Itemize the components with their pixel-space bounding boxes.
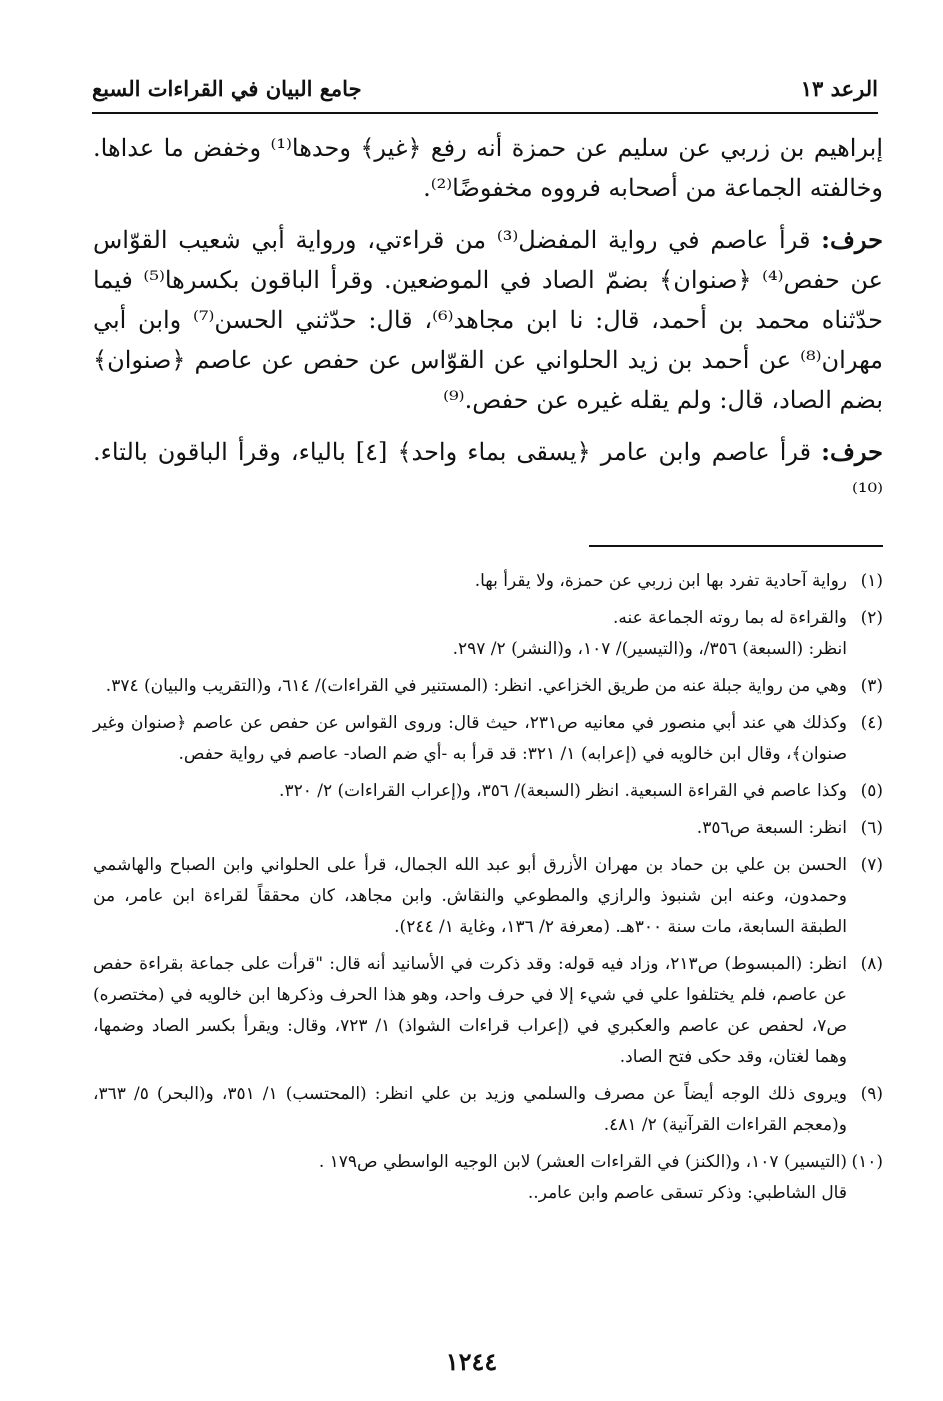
footnotes: [93, 566, 883, 1215]
footnote-text: انظر: السبعة ص٣٥٦.: [696, 818, 847, 838]
footnote-6: [93, 813, 883, 844]
footnote-text: وهي من رواية جبلة عنه من طريق الخزاعي. انظر: (المستنير في القراءات)/ ٦١٤، و(التقريب والبيان) ٣٧٤.: [105, 676, 847, 696]
page-number: ١٢٤٤: [445, 1347, 498, 1376]
footnote-number: (٤): [860, 713, 883, 733]
footnote-text: وكذلك هي عند أبي منصور في معانيه ص٢٣١، حيث قال: وروى القواس عن حفص عن عاصم ﴿صنوان وغير صنوان﴾، وقال ابن خالويه في (إعرابه) ١/ ٣٢١: قد قرأ به -أي ضم الصاد- عاصم في رواية حفص.: [93, 713, 847, 764]
chapter-label: الرعد ١٣: [800, 76, 878, 101]
footnote-number: (٢): [860, 608, 883, 628]
main-text: [93, 128, 883, 524]
footnote-text: رواية آحادية تفرد بها ابن زربي عن حمزة، ولا يقرأ بها.: [474, 571, 847, 591]
footnote-5: [93, 776, 883, 807]
footnote-number: (١٠): [851, 1152, 883, 1172]
footnote-number: (٨): [860, 954, 883, 974]
footnote-number: (٣): [860, 676, 883, 696]
footnote-number: (٦): [860, 818, 883, 838]
footnote-text: انظر: (المبسوط) ص٢١٣، وزاد فيه قوله: وقد ذكرت في الأسانيد أنه قال: "قرأت على جماعة بقراءة حفص عن عاصم، فلم يختلفوا علي في شيء إلا في حرف واحد، وهو هذا الحرف وذكرها ابن خالويه في (مختصره) ص٧، لحفص عن عاصم والعكبري في (إعراب قراءات الشواذ) ١/ ٧٢٣، وقال: ويقرأ بكسر الصاد وضمها، وهما لغتان، وقد حكى فتح الصاد.: [93, 954, 847, 1067]
footnote-9: [93, 1079, 883, 1141]
footnote-text: والقراءة له بما روته الجماعة عنه.: [613, 608, 847, 628]
harf-label: حرف:: [821, 437, 883, 466]
footnote-1: [93, 566, 883, 597]
footnote-text: ويروى ذلك الوجه أيضاً عن مصرف والسلمي وزيد بن علي انظر: (المحتسب) ١/ ٣٥١، و(البحر) ٥/ ٣٦٣، و(معجم القراءات القرآنية) ٢/ ٤٨١.: [93, 1084, 848, 1135]
footnote-separator: [589, 545, 883, 547]
footnote-4: [93, 708, 883, 770]
footnote-text: الحسن بن علي بن حماد بن مهران الأزرق أبو عبد الله الجمال، قرأ على الحلواني وابن الصباح والهاشمي وحمدون، وعنه ابن شنبوذ والرازي والمطوعي والنقاش. وابن مجاهد، كان محققاً لقراءة ابن عامر، من الطبقة السابعة، مات سنة ٣٠٠هـ. (معرفة ٢/ ١٣٦، وغاية ١/ ٢٤٤).: [93, 855, 847, 937]
footnote-number: (١): [860, 571, 883, 591]
footnote-quote: قال الشاطبي: وذكر تسقى عاصم وابن عامر..: [527, 1183, 847, 1203]
footnote-reference: انظر: (السبعة) ٣٥٦/، و(التيسير)/ ١٠٧، و(النشر) ٢/ ٢٩٧.: [452, 639, 847, 659]
footnote-text: وكذا عاصم في القراءة السبعية. انظر (السبعة)/ ٣٥٦، و(إعراب القراءات) ٢/ ٣٢٠.: [279, 781, 847, 801]
paragraph-3: [93, 432, 883, 512]
running-header: [92, 72, 878, 114]
footnote-3: [93, 671, 883, 702]
footnote-number: (٧): [860, 855, 883, 875]
footnote-7: [93, 850, 883, 943]
footnote-10: [93, 1147, 883, 1209]
harf-label: حرف:: [821, 225, 883, 254]
footnote-8: [93, 949, 883, 1073]
paragraph-2: [93, 220, 883, 420]
footnote-number: (٥): [860, 781, 883, 801]
paragraph-2-text: قرأ عاصم في رواية المفضل⁽³⁾ من قراءتي، ورواية أبي شعيب القوّاس عن حفص⁽⁴⁾ ﴿صنوان﴾ بضمّ الصاد في الموضعين. وقرأ الباقون بكسرها⁽⁵⁾ فيما حدّثناه محمد بن أحمد، قال: نا ابن مجاهد⁽⁶⁾، قال: حدّثني الحسن⁽⁷⁾ وابن أبي مهران⁽⁸⁾ عن أحمد بن زيد الحلواني عن القوّاس عن حفص عن عاصم ﴿صنوان﴾ بضم الصاد، قال: ولم يقله غيره عن حفص.⁽⁹⁾: [93, 226, 883, 414]
book-title: جامع البيان في القراءات السبع: [92, 76, 362, 101]
footnote-number: (٩): [860, 1084, 883, 1104]
paragraph-3-text: قرأ عاصم وابن عامر ﴿يسقى بماء واحد﴾ [٤] بالياء، وقرأ الباقون بالتاء.⁽¹⁰⁾: [93, 438, 883, 506]
footnote-2: [93, 603, 883, 665]
paragraph-1: إبراهيم بن زربي عن سليم عن حمزة أنه رفع ﴿غير﴾ وحدها⁽¹⁾ وخفض ما عداها. وخالفته الجماعة من أصحابه فرووه مخفوضًا⁽²⁾.: [93, 134, 883, 202]
footnote-text: (التيسير) ١٠٧، و(الكنز) في القراءات العشر) لابن الوجيه الواسطي ص١٧٩ .: [318, 1152, 847, 1172]
